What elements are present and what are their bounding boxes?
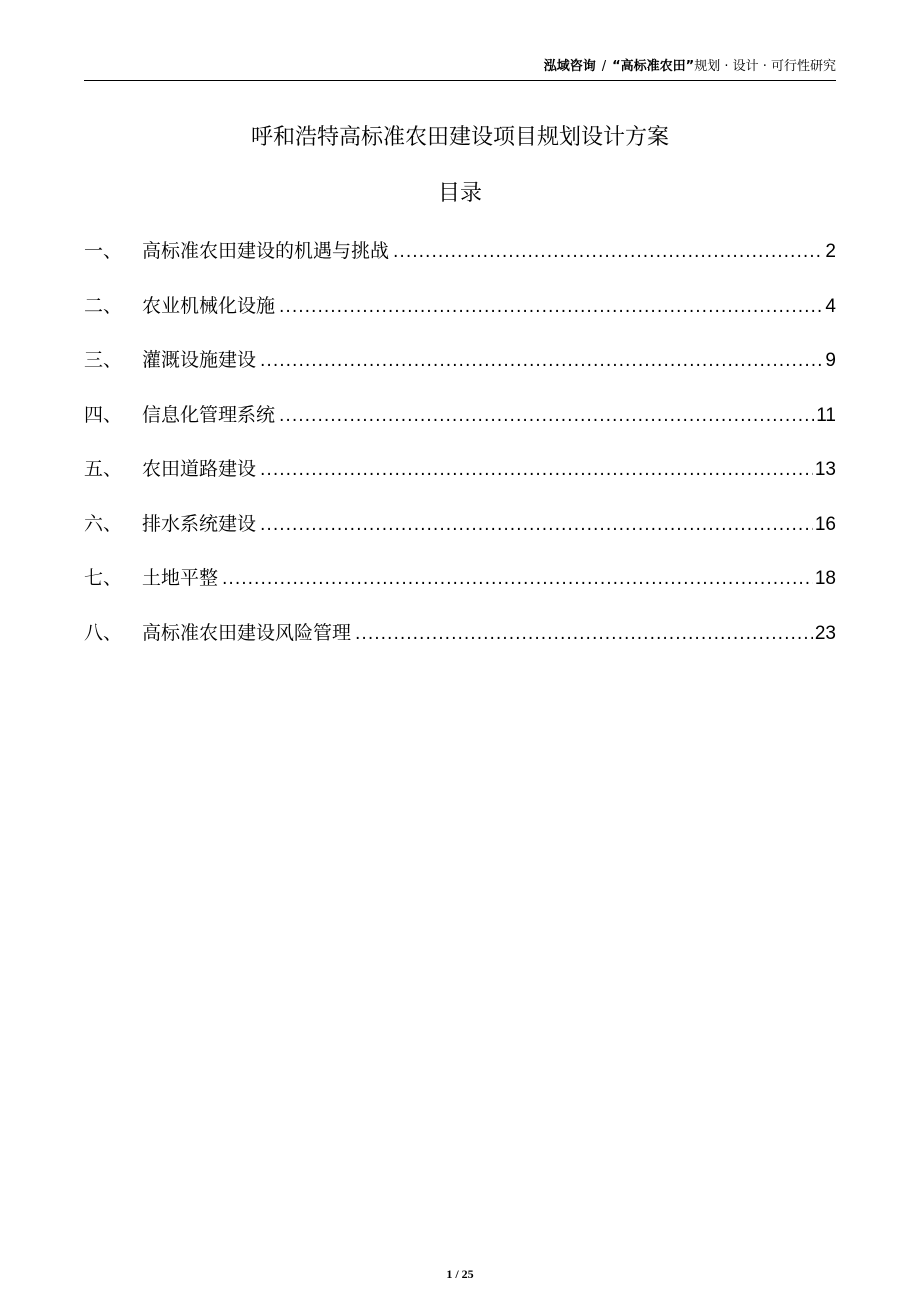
toc-entry-number: 四、 <box>84 403 123 426</box>
toc-entry-number: 七、 <box>84 567 123 589</box>
toc-dot-leader <box>279 289 823 324</box>
header-rule <box>84 80 836 81</box>
toc-entry-page: 11 <box>816 404 836 426</box>
toc-entry-page: 18 <box>814 568 836 589</box>
toc-entry-page: 13 <box>814 459 836 480</box>
header-subtitle: 规划 · 设计 · 可行性研究 <box>694 59 836 74</box>
toc-entry-title: 排水系统建设 <box>142 512 257 535</box>
toc-entry[interactable] <box>84 343 836 398</box>
toc-entry[interactable] <box>84 616 836 671</box>
toc-entry-title: 土地平整 <box>142 567 219 589</box>
toc-entry[interactable] <box>84 561 836 616</box>
toc-entry-number: 六、 <box>84 512 123 535</box>
toc-dot-leader <box>260 343 823 378</box>
toc-heading: 目录 <box>437 181 482 206</box>
toc-entry-title: 高标准农田建设风险管理 <box>142 621 352 644</box>
toc-entry-title: 高标准农田建设的机遇与挑战 <box>142 240 390 262</box>
toc-entry-title: 农田道路建设 <box>142 458 257 480</box>
toc-dot-leader <box>222 561 813 596</box>
header-brand: 泓域咨询 <box>543 59 596 74</box>
toc-entry-number: 二、 <box>84 294 123 317</box>
toc-entry-title: 灌溉设施建设 <box>142 349 257 371</box>
toc-entry-page: 4 <box>825 295 836 317</box>
toc-dot-leader <box>260 452 813 487</box>
toc-entry-page: 9 <box>825 350 836 371</box>
toc-entry-page: 23 <box>814 622 836 644</box>
header-topic: “高标准农田” <box>612 59 695 74</box>
toc-dot-leader <box>279 398 814 433</box>
toc-entry-page: 2 <box>825 241 836 262</box>
toc-entry-page: 16 <box>814 513 836 535</box>
toc-dot-leader <box>393 234 823 269</box>
toc-entry[interactable] <box>84 398 836 453</box>
toc-entry[interactable] <box>84 289 836 344</box>
page-header <box>544 58 836 76</box>
toc-entry[interactable] <box>84 234 836 289</box>
toc-dot-leader <box>260 507 813 542</box>
table-of-contents <box>84 234 836 670</box>
page-number-footer: 1 / 25 <box>446 1267 474 1281</box>
header-separator: / <box>601 59 607 74</box>
toc-entry-number: 五、 <box>84 458 123 480</box>
toc-entry[interactable] <box>84 507 836 562</box>
toc-entry-number: 三、 <box>84 349 123 371</box>
toc-entry-number: 一、 <box>84 240 123 262</box>
toc-entry-number: 八、 <box>84 621 123 644</box>
toc-entry[interactable] <box>84 452 836 507</box>
toc-entry-title: 信息化管理系统 <box>142 403 276 426</box>
toc-entry-title: 农业机械化设施 <box>142 294 276 317</box>
toc-dot-leader <box>355 616 813 651</box>
document-title: 呼和浩特高标准农田建设项目规划设计方案 <box>250 125 669 150</box>
